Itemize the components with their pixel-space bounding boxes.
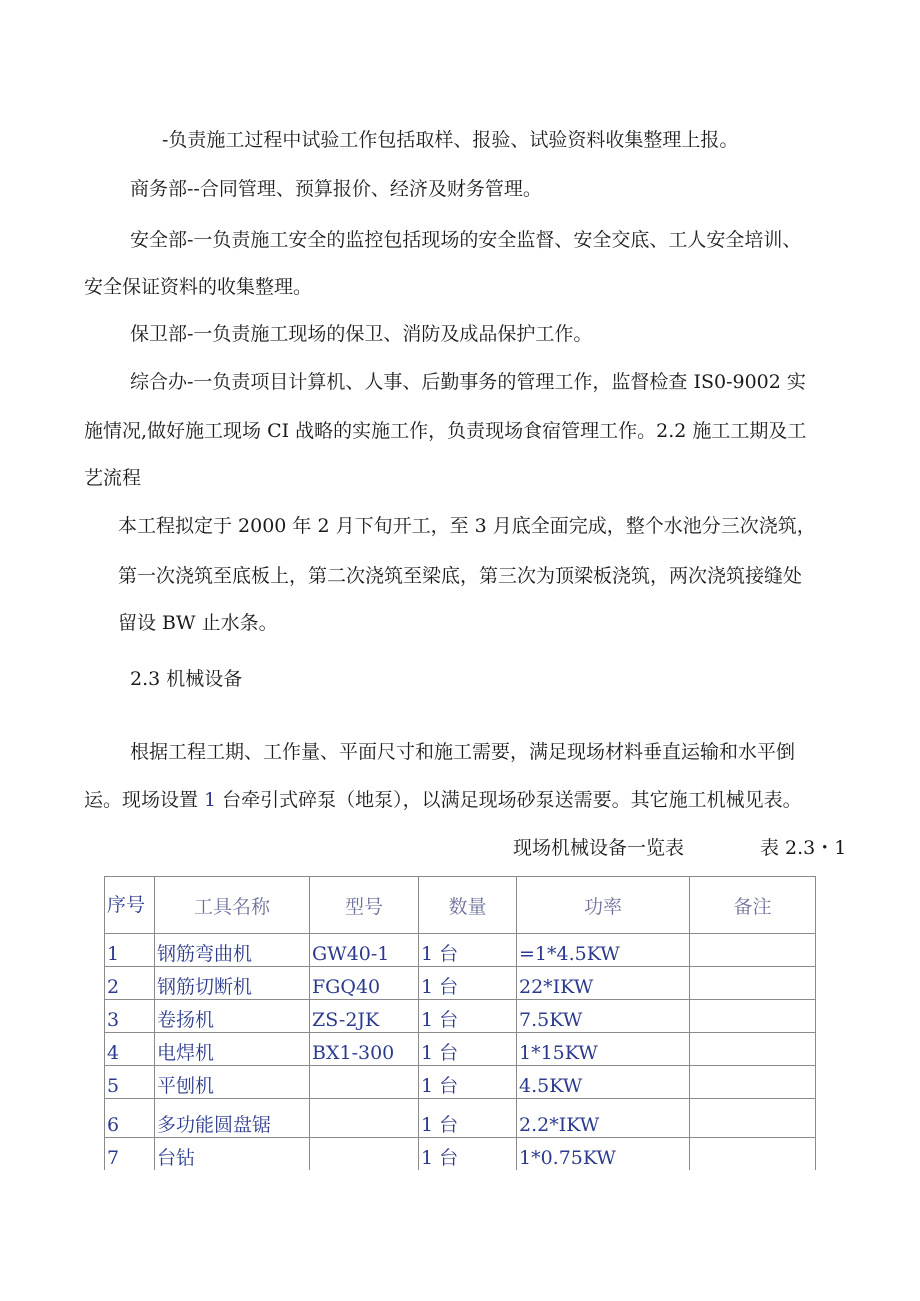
table-row: [105, 934, 816, 967]
cell-power: 7.5KW: [517, 1000, 690, 1033]
cell-model: [310, 1066, 419, 1099]
table-row: [105, 967, 816, 1000]
paragraph-commerce-dept: 商务部--合同管理、预算报价、经济及财务管理。: [130, 178, 542, 200]
section-heading-machinery: 2.3 机械设备: [130, 668, 243, 690]
cell-remark: [690, 1000, 816, 1033]
cell-model: BX1-300: [310, 1033, 419, 1066]
cell-qty: 1 台: [419, 1099, 517, 1138]
header-name: 工具名称: [155, 877, 310, 934]
cell-name: 电焊机: [155, 1033, 310, 1066]
paragraph-general-office-line3: 艺流程: [84, 467, 142, 489]
table-caption: 现场机械设备一览表: [513, 837, 685, 859]
paragraph-safety-dept-line1: 安全部-一负责施工安全的监控包括现场的安全监督、安全交底、工人安全培训、: [130, 229, 802, 251]
cell-model: GW40-1: [310, 934, 419, 967]
cell-power: 2.2*IKW: [517, 1099, 690, 1138]
cell-power: 1*0.75KW: [517, 1138, 690, 1171]
cell-power: 22*IKW: [517, 967, 690, 1000]
header-remark: 备注: [690, 877, 816, 934]
cell-seq: 1: [105, 934, 155, 967]
cell-name: 多功能圆盘锯: [155, 1099, 310, 1138]
table-row: [105, 1138, 816, 1171]
cell-name: 钢筋切断机: [155, 967, 310, 1000]
table-row: [105, 1099, 816, 1138]
cell-model: ZS-2JK: [310, 1000, 419, 1033]
cell-qty: 1 台: [419, 1066, 517, 1099]
cell-remark: [690, 1138, 816, 1171]
cell-model: [310, 1099, 419, 1138]
cell-seq: 6: [105, 1099, 155, 1138]
header-seq: 序号: [105, 877, 155, 934]
cell-remark: [690, 1066, 816, 1099]
table-row: [105, 1000, 816, 1033]
table-row: [105, 1066, 816, 1099]
cell-seq: 3: [105, 1000, 155, 1033]
cell-power: 1*15KW: [517, 1033, 690, 1066]
cell-seq: 5: [105, 1066, 155, 1099]
cell-seq: 2: [105, 967, 155, 1000]
cell-name: 钢筋弯曲机: [155, 934, 310, 967]
paragraph-test-duty: -负责施工过程中试验工作包括取样、报验、试验资料收集整理上报。: [162, 129, 739, 151]
cell-remark: [690, 1033, 816, 1066]
paragraph-general-office-line1: 综合办-一负责项目计算机、人事、后勤事务的管理工作，监督检查 IS0-9002 实: [130, 371, 806, 393]
table-row: [105, 1033, 816, 1066]
table-header-row: [105, 877, 816, 934]
paragraph-safety-dept-line2: 安全保证资料的收集整理。: [84, 276, 313, 298]
paragraph-machinery-line1: 根据工程工期、工作量、平面尺寸和施工需要，满足现场材料垂直运输和水平倒: [130, 741, 796, 763]
equipment-table: [104, 876, 816, 1170]
header-model: 型号: [310, 877, 419, 934]
cell-seq: 7: [105, 1138, 155, 1171]
cell-qty: 1 台: [419, 934, 517, 967]
cell-qty: 1 台: [419, 1138, 517, 1171]
cell-qty: 1 台: [419, 967, 517, 1000]
paragraph-security-dept: 保卫部-一负责施工现场的保卫、消防及成品保护工作。: [130, 323, 593, 345]
cell-qty: 1 台: [419, 1000, 517, 1033]
cell-name: 平刨机: [155, 1066, 310, 1099]
paragraph-general-office-line2: 施情况,做好施工现场 CI 战略的实施工作，负责现场食宿管理工作。2.2 施工工期及工: [84, 420, 807, 442]
cell-power: 4.5KW: [517, 1066, 690, 1099]
paragraph-schedule-line3: 留设 BW 止水条。: [118, 612, 278, 634]
table-number: 表 2.3・1: [760, 837, 847, 859]
header-power: 功率: [517, 877, 690, 934]
cell-power: =1*4.5KW: [517, 934, 690, 967]
cell-name: 台钻: [155, 1138, 310, 1171]
cell-remark: [690, 967, 816, 1000]
paragraph-machinery-line2: 运。现场设置 1 台牵引式碎泵（地泵），以满足现场砂泵送需要。其它施工机械见表。: [84, 789, 802, 811]
cell-model: FGQ40: [310, 967, 419, 1000]
cell-name: 卷扬机: [155, 1000, 310, 1033]
cell-remark: [690, 1099, 816, 1138]
cell-seq: 4: [105, 1033, 155, 1066]
cell-qty: 1 台: [419, 1033, 517, 1066]
header-qty: 数量: [419, 877, 517, 934]
paragraph-schedule-line1: 本工程拟定于 2000 年 2 月下旬开工，至 3 月底全面完成，整个水池分三次浇筑，: [118, 515, 816, 537]
paragraph-schedule-line2: 第一次浇筑至底板上，第二次浇筑至梁底，第三次为顶梁板浇筑，两次浇筑接缝处: [118, 565, 803, 587]
cell-remark: [690, 934, 816, 967]
cell-model: [310, 1138, 419, 1171]
